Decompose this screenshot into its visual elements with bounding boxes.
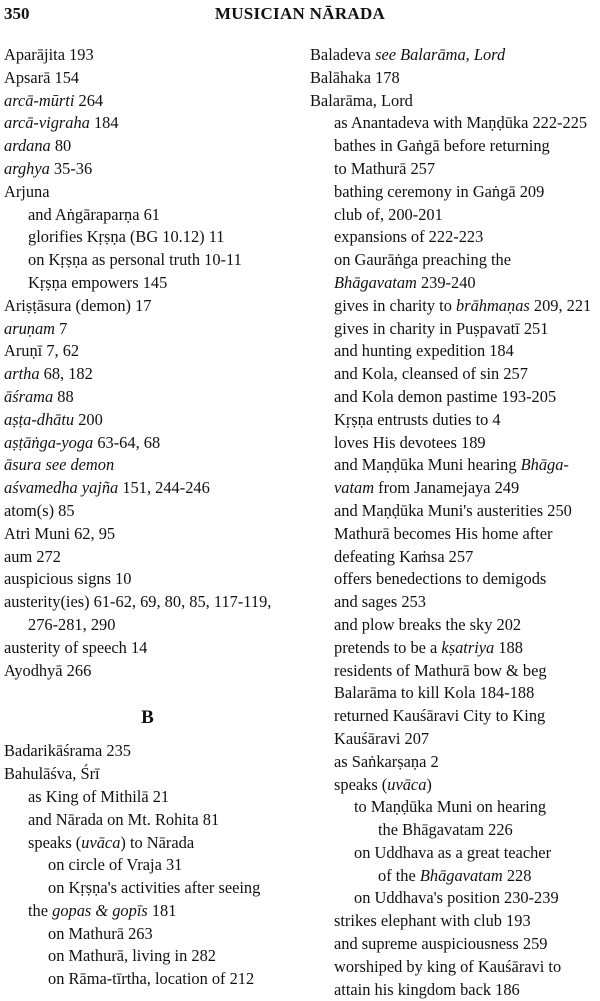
index-entry: and Maṇḍūka Muni's austerities 250 [334, 500, 572, 520]
index-entry: loves His devotees 189 [334, 432, 486, 452]
index-entry: and Kola demon pastime 193-205 [334, 386, 557, 406]
index-entry: Kṛṣṇa empowers 145 [28, 272, 168, 292]
index-entry: on Uddhava as a great teacher [354, 842, 552, 862]
index-entry: speaks (uvāca) to Nārada [28, 832, 195, 852]
index-entry: on Kṛṣṇa's activities after seeing [48, 878, 261, 898]
index-entry: atom(s) 85 [4, 500, 75, 520]
index-entry: bathes in Gaṅgā before returning [334, 136, 550, 156]
index-entry: on Mathurā 263 [48, 923, 153, 943]
index-entry: as Saṅkarṣaṇa 2 [334, 751, 439, 771]
index-entry: strikes elephant with club 193 [334, 911, 531, 931]
index-entry: and Kola, cleansed of sin 257 [334, 364, 528, 384]
index-entry: Kauśāravi 207 [334, 728, 430, 748]
index-entry: on Uddhava's position 230-239 [354, 888, 559, 908]
index-entry: Balarāma, Lord [310, 90, 413, 110]
index-entry: Ariṣṭāsura (demon) 17 [4, 295, 152, 315]
index-entry: and Maṇḍūka Muni hearing Bhāga- [334, 455, 569, 475]
index-column-left [4, 44, 291, 991]
index-entry: and sages 253 [334, 592, 426, 612]
index-entry: aṣṭāṅga-yoga 63-64, 68 [4, 432, 161, 452]
index-entry: gives in charity to brāhmaṇas 209, 221 [334, 295, 592, 315]
index-entry: Bhāgavatam 239-240 [334, 272, 476, 292]
index-entry: ardana 80 [4, 136, 72, 156]
index-entry: aruṇam 7 [4, 318, 68, 338]
index-entry: to Mathurā 257 [334, 158, 436, 178]
index-entry: āśrama 88 [4, 386, 74, 406]
index-entry: Ayodhyā 266 [4, 660, 92, 680]
index-entry: and plow breaks the sky 202 [334, 614, 522, 634]
index-column-right [310, 44, 598, 1001]
index-entry: and Aṅgāraparṇa 61 [28, 204, 160, 224]
index-entry: the gopas & gopīs 181 [28, 900, 177, 920]
index-entries-a [4, 44, 291, 682]
section-spacer [4, 682, 291, 696]
running-title: MUSICIAN NĀRADA [214, 4, 386, 23]
index-entry: Aruṇī 7, 62 [4, 341, 80, 361]
index-entry: Bahulāśva, Śrī [4, 764, 100, 784]
index-entry: austerity of speech 14 [4, 637, 148, 657]
index-entry: Aparājita 193 [4, 45, 94, 64]
index-entry: Balāhaka 178 [310, 67, 400, 87]
index-entry: Arjuna [4, 181, 50, 201]
index-entry: speaks (uvāca) [334, 774, 432, 794]
index-entry: and supreme auspiciousness 259 [334, 934, 548, 954]
page-number: 350 [4, 4, 30, 23]
index-entry: and Nārada on Mt. Rohita 81 [28, 809, 220, 829]
index-entry: on Gaurāṅga preaching the [334, 250, 512, 270]
index-entry: offers benedections to demigods [334, 569, 547, 589]
index-entry: 276-281, 290 [28, 614, 116, 634]
index-entry: on Kṛṣṇa as personal truth 10-11 [28, 250, 242, 270]
index-entry: defeating Kaṁsa 257 [334, 546, 474, 566]
index-entry: worshiped by king of Kauśāravi to [334, 956, 562, 976]
index-entry: arcā-mūrti 264 [4, 90, 104, 110]
index-entry: vatam from Janamejaya 249 [334, 478, 520, 498]
index-entry: gives in charity in Puṣpavatī 251 [334, 318, 549, 338]
index-entry: as Anantadeva with Maṇḍūka 222-225 [334, 113, 588, 133]
index-entry: on Rāma-tīrtha, location of 212 [48, 969, 255, 989]
index-entries-right [310, 44, 598, 1001]
index-entry: Baladeva see Balarāma, Lord [310, 45, 506, 64]
index-entry: Badarikāśrama 235 [4, 741, 131, 761]
index-entries-b [4, 740, 291, 991]
index-entry: Atri Muni 62, 95 [4, 523, 116, 543]
index-entry: and hunting expedition 184 [334, 341, 514, 361]
index-entry: auspicious signs 10 [4, 569, 132, 589]
index-entry: glorifies Kṛṣṇa (BG 10.12) 11 [28, 227, 225, 247]
index-entry: attain his kingdom back 186 [334, 979, 520, 999]
index-entry: of the Bhāgavatam 228 [378, 865, 532, 885]
index-entry: residents of Mathurā bow & beg [334, 660, 547, 680]
index-entry: arghya 35-36 [4, 158, 93, 178]
index-entry: arcā-vigraha 184 [4, 113, 119, 133]
index-entry: to Maṇḍūka Muni on hearing [354, 797, 547, 817]
index-entry: Balarāma to kill Kola 184-188 [334, 683, 535, 703]
index-entry: returned Kauśāravi City to King [334, 706, 546, 726]
index-entry: aum 272 [4, 546, 61, 566]
index-entry: austerity(ies) 61-62, 69, 80, 85, 117-119, [4, 592, 272, 612]
index-entry: artha 68, 182 [4, 364, 93, 384]
index-entry: as King of Mithilā 21 [28, 786, 170, 806]
page-header [4, 4, 596, 30]
index-entry: Kṛṣṇa entrusts duties to 4 [334, 409, 501, 429]
index-entry: āsura see demon [4, 455, 115, 475]
index-entry: expansions of 222-223 [334, 227, 484, 247]
index-entry: Mathurā becomes His home after [334, 523, 553, 543]
index-entry: pretends to be a kṣatriya 188 [334, 637, 523, 657]
index-entry: on circle of Vraja 31 [48, 855, 183, 875]
index-entry: bathing ceremony in Gaṅgā 209 [334, 181, 545, 201]
index-entry: on Mathurā, living in 282 [48, 946, 216, 966]
index-entry: aṣṭa-dhātu 200 [4, 409, 103, 429]
index-entry: Apsarā 154 [4, 67, 80, 87]
index-entry: the Bhāgavatam 226 [378, 820, 513, 840]
section-letter-heading: B [141, 707, 154, 729]
index-entry: club of, 200-201 [334, 204, 443, 224]
index-entry: aśvamedha yajña 151, 244-246 [4, 478, 210, 498]
